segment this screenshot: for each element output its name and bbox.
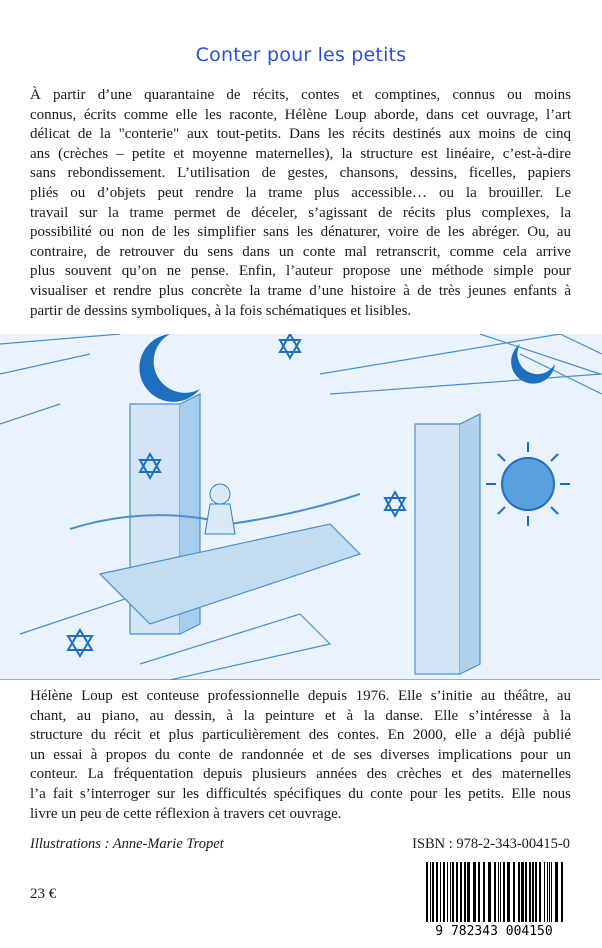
text-line: partir de dessins symboliques, à la fois schématiques et lisibles. bbox=[30, 302, 412, 319]
text-line: plus souvent qu’on ne pense. Enfin, l’auteur propose une méthode simple pour bbox=[30, 263, 571, 280]
text-line: ans (crèches – petite et moyenne maternelles), la structure est linéaire, c’est-à-dire bbox=[30, 145, 571, 162]
illustration-credit: Illustrations : Anne-Marie Tropet bbox=[30, 836, 224, 852]
barcode-bar bbox=[529, 862, 531, 928]
barcode-bar bbox=[456, 862, 458, 928]
barcode-bar bbox=[478, 862, 480, 928]
text-line: délicat de la "conterie" aux tout-petits. Dans les récits destinés aux moins de cinq bbox=[30, 126, 571, 143]
text-line: sans rebondissement. L’utilisation de gestes, chansons, dessins, ficelles, papiers bbox=[30, 165, 571, 182]
text-line: contraire, de retrouver du sens dans un conte mal retranscrit, comme cela arrive bbox=[30, 243, 571, 260]
text-line: l’a fait s’interroger sur les difficultés spécifiques du conte pour les petits. Elle nous bbox=[30, 785, 571, 802]
summary-paragraph bbox=[30, 86, 571, 321]
text-line: livre un peu de cette réflexion à travers cet ouvrage. bbox=[30, 805, 342, 822]
text-line: chant, au piano, au dessin, à la peinture et à la danse. Elle s’intéresse à la bbox=[30, 707, 571, 724]
barcode-bar bbox=[450, 862, 451, 928]
cover-illustration bbox=[0, 334, 602, 680]
barcode-bar bbox=[426, 862, 428, 928]
text-line: connus, écrits comme elle les raconte, Hélène Loup aborde, dans cet ouvrage, l’art bbox=[30, 106, 571, 123]
barcode-bar bbox=[503, 862, 505, 928]
barcode-bar bbox=[443, 862, 445, 928]
barcode-bar bbox=[535, 862, 537, 928]
barcode-bar bbox=[467, 862, 470, 928]
barcode-digits: 9 782343 004150 bbox=[435, 924, 553, 938]
barcode-bar bbox=[500, 862, 501, 928]
text-line: À partir d’une quarantaine de récits, contes et comptines, connus ou moins bbox=[30, 87, 571, 103]
barcode-bar bbox=[473, 862, 476, 928]
text-line: un essai à propos du conte de randonnée et de ses diverses implications pour un bbox=[30, 746, 571, 763]
text-line: possibilité ou non de les simplifier sans les dénaturer, voire de les abréger. Ou, au bbox=[30, 224, 571, 241]
barcode-bar bbox=[549, 862, 550, 928]
barcode-bar bbox=[525, 862, 527, 928]
barcode-bar bbox=[547, 862, 548, 928]
barcode-bar bbox=[430, 862, 431, 928]
isbn-label: ISBN : 978-2-343-00415-0 bbox=[412, 836, 570, 852]
barcode bbox=[416, 862, 572, 938]
barcode-bar bbox=[521, 862, 524, 928]
barcode-bar bbox=[551, 862, 552, 928]
text-line: Hélène Loup est conteuse professionnelle depuis 1976. Elle s’initie au théâtre, au bbox=[30, 688, 571, 704]
text-line: travail sur la trame permet de déceler, s’agissant de récits plus complexes, la bbox=[30, 204, 571, 221]
barcode-bar bbox=[544, 862, 545, 928]
price: 23 € bbox=[30, 886, 57, 902]
book-title: Conter pour les petits bbox=[195, 44, 407, 66]
text-line: visualiser et rendre plus concrète la trame d’une histoire à de très jeunes enfants à bbox=[30, 282, 571, 299]
barcode-bar bbox=[518, 862, 520, 928]
text-line: structure du récit et plus particulièrement des contes. En 2000, elle a déjà publié bbox=[30, 727, 571, 744]
author-bio-paragraph bbox=[30, 687, 571, 824]
barcode-bar bbox=[464, 862, 466, 928]
barcode-bar bbox=[488, 862, 491, 928]
barcode-bar bbox=[447, 862, 448, 928]
text-line: pliés ou d’objets peut rendre la trame plus accessible… ou la brouiller. Le bbox=[30, 184, 571, 201]
barcode-bar bbox=[539, 862, 541, 928]
barcode-bar bbox=[513, 862, 515, 928]
text-line: conteur. La fréquentation depuis plusieurs années des crèches et des maternelles bbox=[30, 766, 571, 783]
barcode-bar bbox=[460, 862, 462, 928]
barcode-bar bbox=[436, 862, 438, 928]
barcode-bar bbox=[440, 862, 441, 928]
barcode-bar bbox=[498, 862, 499, 928]
barcode-bar bbox=[555, 862, 558, 928]
barcode-bar bbox=[561, 862, 563, 928]
barcode-bar bbox=[452, 862, 454, 928]
barcode-bar bbox=[432, 862, 434, 928]
barcode-bar bbox=[507, 862, 510, 928]
barcode-bar bbox=[532, 862, 534, 928]
barcode-bar bbox=[483, 862, 485, 928]
barcode-bar bbox=[494, 862, 496, 928]
